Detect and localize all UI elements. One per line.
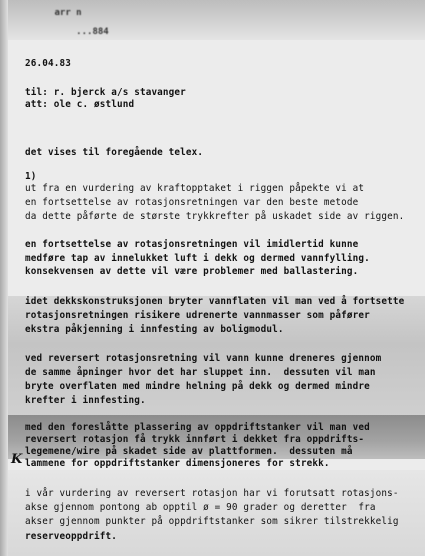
paragraph-3-line-1: idet dekkskonstruksjonen bryter vannflaten vil man ved å fortsette xyxy=(25,296,405,307)
paragraph-6-line-2: akse gjennom pontong ab opptil ø = 90 grader og deretter fra xyxy=(25,502,376,513)
paragraph-3-line-2: rotasjonsretningen risikere udrenerte vannmasser som påfører xyxy=(25,310,370,321)
recipient-line: til: r. bjerck a/s stavanger xyxy=(25,87,186,98)
paragraph-4-line-1: ved reversert rotasjonsretning vil vann kunne dreneres gjennom xyxy=(25,353,382,364)
paragraph-6-line-4: reserveoppdrift. xyxy=(25,531,117,542)
paragraph-2-line-2: medføre tap av innelukket luft i dekk og dermed vannfylling. xyxy=(25,253,370,264)
paragraph-2-line-3: konsekvensen av dette vil være problemer med ballastering. xyxy=(25,266,359,277)
paragraph-2-line-1: en fortsettelse av rotasjonsretningen vil imidlertid kunne xyxy=(25,239,359,250)
paragraph-1-line-3: da dette påførte de største trykkrefter på uskadet side av riggen. xyxy=(25,211,405,222)
paragraph-5-line-3: legemene/wire på skadet side av plattformen. dessuten må xyxy=(25,446,353,457)
telex-date: 26.04.83 xyxy=(25,58,71,69)
paragraph-6-line-1: i vår vurdering av reversert rotasjon har vi forutsatt rotasjons- xyxy=(25,488,399,499)
paragraph-5-line-4: lammene for oppdriftstanker dimensjoneres for strekk. xyxy=(25,458,330,469)
paragraph-5-line-2: reversert rotasjon få trykk innført i dekket fra oppdrifts- xyxy=(25,434,365,445)
paragraph-4-line-3: bryte overflaten med mindre helning på dekk og dermed mindre xyxy=(25,381,370,392)
handwritten-margin-mark: K xyxy=(11,452,23,467)
paragraph-3-line-3: ekstra påkjenning i innfesting av boligmodul. xyxy=(25,324,284,335)
paragraph-1-line-2: en fortsettelse av rotasjonsretningen var den beste metode xyxy=(25,197,359,208)
paragraph-5-line-1: med den foreslåtte plassering av oppdriftstanker vil man ved xyxy=(25,422,370,433)
header-line-1: arr n xyxy=(22,8,82,18)
header-line-2: ...884 xyxy=(22,27,109,37)
section-number: 1) xyxy=(25,171,37,182)
paragraph-4-line-2: de samme åpninger hvor det har sluppet inn. dessuten vil man xyxy=(25,367,376,378)
copy-shade-bottom xyxy=(0,470,425,556)
attention-line: att: ole c. østlund xyxy=(25,99,135,110)
paragraph-4-line-4: krefter i innfesting. xyxy=(25,395,146,406)
paragraph-6-line-3: akser gjennom punkter på oppdriftstanker som sikrer tilstrekkelig xyxy=(25,516,399,527)
intro-line: det vises til foregående telex. xyxy=(25,147,204,158)
paragraph-1-line-1: ut fra en vurdering av kraftopptaket i riggen påpekte vi at xyxy=(25,183,365,194)
page-left-edge xyxy=(0,0,8,556)
